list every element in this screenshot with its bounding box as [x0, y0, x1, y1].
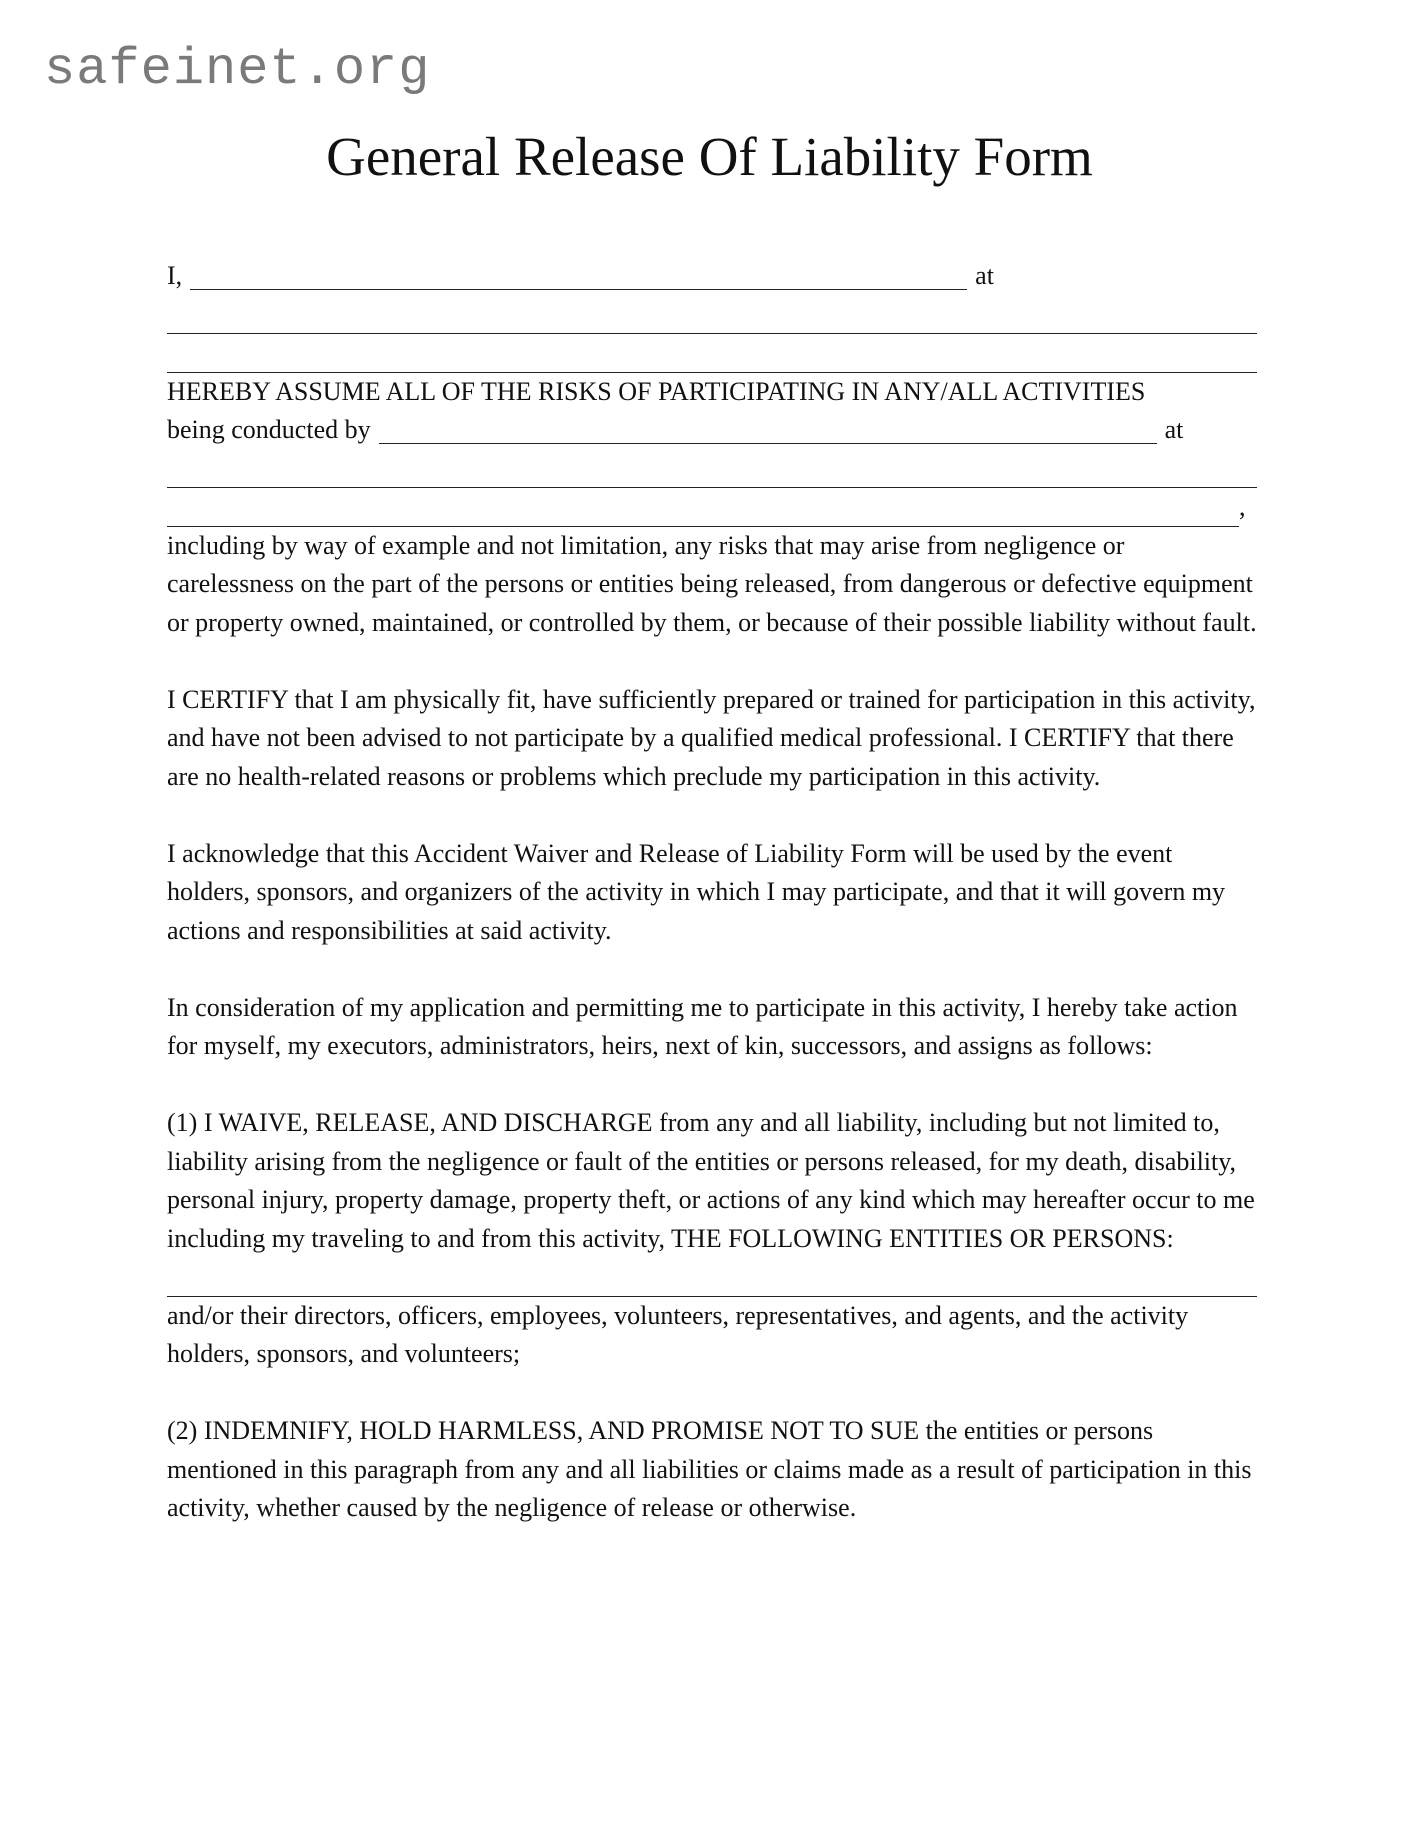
paragraph-directors: and/or their directors, officers, employees, volunteers, representatives, and agents, and the activity holders, sponsors, and volunteers;: [167, 1300, 1189, 1368]
organizer-name-field[interactable]: [379, 416, 1157, 444]
watermark-logo: safeinet.org: [44, 40, 431, 99]
paragraph-consideration: In consideration of my application and permitting me to participate in this activity, I hereby take action for myself, my executors, administrators, heirs, next of kin, successors, and assigns as follows:: [167, 992, 1238, 1060]
assume-risks-text: HEREBY ASSUME ALL OF THE RISKS OF PARTICIPATING IN ANY/ALL ACTIVITIES: [167, 376, 1146, 406]
participant-prefix: I,: [167, 261, 183, 290]
participant-name-field[interactable]: [190, 262, 967, 290]
participant-name-row: [167, 257, 1257, 296]
paragraph-indemnify: (2) INDEMNIFY, HOLD HARMLESS, AND PROMISE NOT TO SUE the entities or persons mentioned in this paragraph from any and all liabilities or claims made as a result of participation in this activity, whether caused by the negligence of release or otherwise.: [167, 1416, 1252, 1522]
form-body: [167, 257, 1257, 1528]
activity-location-line-2[interactable]: [167, 488, 1239, 527]
participant-address-line-2[interactable]: [167, 334, 1257, 373]
participant-address-line-1[interactable]: [167, 296, 1257, 335]
page-title: General Release Of Liability Form: [326, 126, 1093, 187]
released-entities-field[interactable]: [167, 1258, 1257, 1297]
conducted-by-row: [167, 411, 1257, 450]
participant-at-label: at: [975, 261, 994, 290]
paragraph-certify: I CERTIFY that I am physically fit, have sufficiently prepared or trained for participation in this activity, and have not been advised to not participate by a qualified medical professional. I CERTIFY that there are no health-related reasons or problems which preclude my participation in this activity.: [167, 684, 1256, 791]
paragraph-waive: (1) I WAIVE, RELEASE, AND DISCHARGE from any and all liability, including but not limited to, liability arising from the negligence or fault of the entities or persons released, for my death, disability, personal injury, property damage, property theft, or actions of any kind which may hereafter occur to me including my traveling to and from this activity, THE FOLLOWING ENTITIES OR PERSONS:: [167, 1108, 1255, 1253]
paragraph-risks: including by way of example and not limitation, any risks that may arise from negligence or carelessness on the part of the persons or entities being released, from dangerous or defective equipment or property owned, maintained, or controlled by them, or because of their possible liability without fault.: [167, 530, 1257, 637]
activity-location-row-2: [167, 488, 1257, 527]
location-comma: ,: [1239, 492, 1246, 521]
conducted-by-label: being conducted by: [167, 415, 371, 444]
activity-location-line-1[interactable]: [167, 450, 1257, 489]
paragraph-acknowledge: I acknowledge that this Accident Waiver and Release of Liability Form will be used by the event holders, sponsors, and organizers of the activity in which I may participate, and that it will govern my actions and responsibilities at said activity.: [167, 838, 1226, 945]
conducted-at-label: at: [1164, 415, 1184, 444]
